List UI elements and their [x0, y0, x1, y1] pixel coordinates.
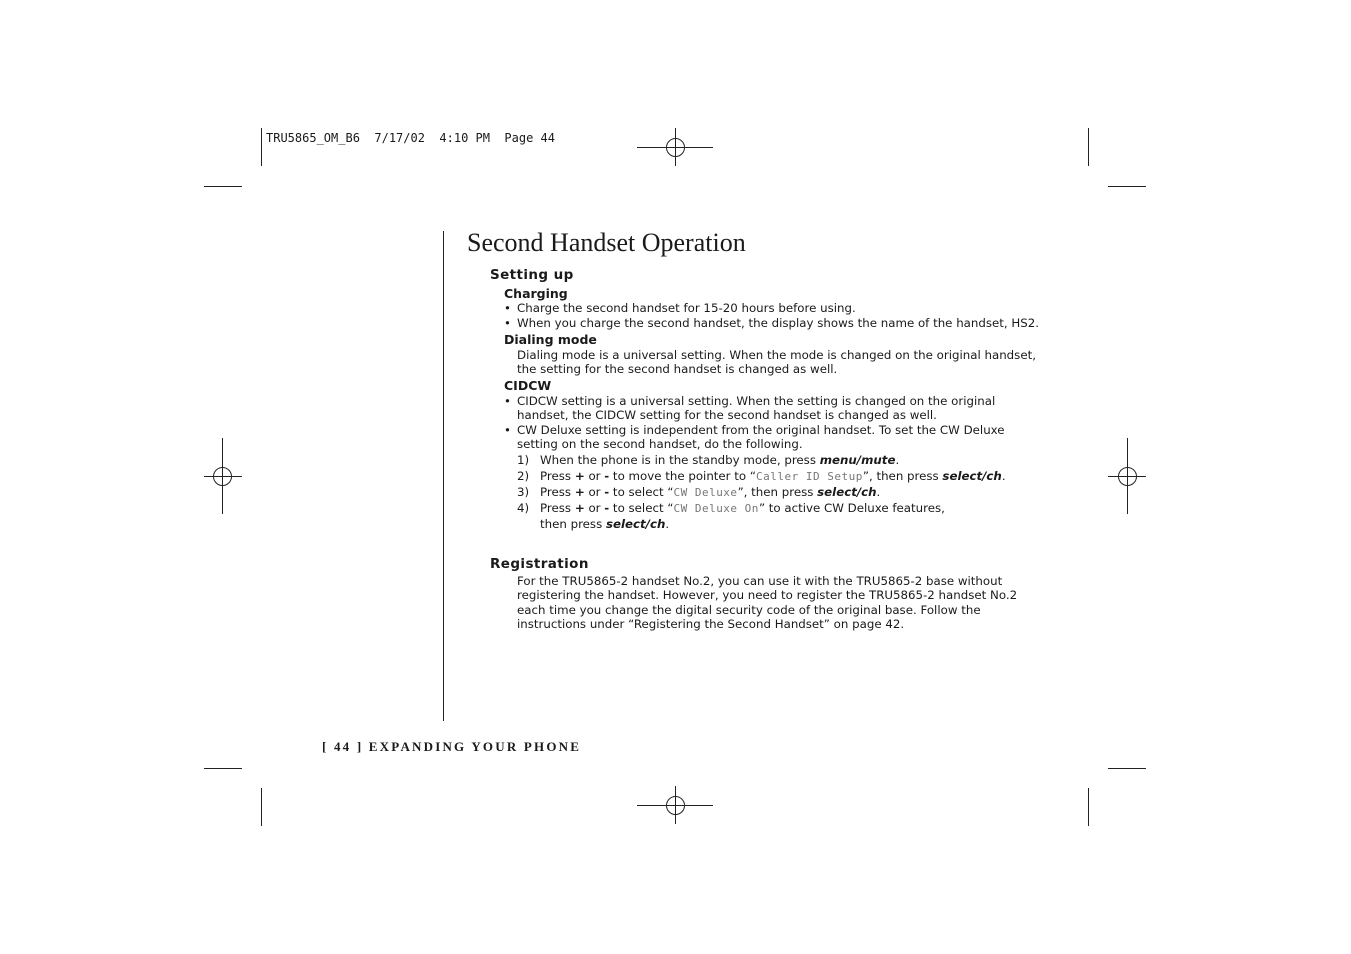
- step-2: Press + or - to move the pointer to “Caller ID Setup”, then press select/ch.: [540, 469, 1006, 483]
- cidcw-bullet-2-line-2: setting on the second handset, do the following.: [517, 437, 803, 451]
- bullet-glyph: •: [504, 316, 511, 330]
- crop-mark-tr-h: [1108, 186, 1146, 187]
- registration-line-3: each time you change the digital security code of the original base. Follow the: [517, 603, 981, 617]
- page-footer: [ 44 ] EXPANDING YOUR PHONE: [322, 739, 582, 754]
- key-plus: +: [574, 485, 585, 499]
- key-minus: -: [604, 501, 610, 515]
- dialing-mode-line-2: the setting for the second handset is changed as well.: [517, 362, 838, 376]
- charging-bullet-1: Charge the second handset for 15-20 hours before using.: [517, 301, 856, 315]
- key-minus: -: [604, 469, 610, 483]
- bullet-glyph: •: [504, 394, 511, 408]
- lcd-text: Caller ID Setup: [756, 470, 863, 483]
- crop-mark-br-v: [1088, 788, 1089, 826]
- crop-mark-tl-h: [204, 186, 242, 187]
- crop-mark-bl-v: [261, 788, 262, 826]
- step-number: 2): [517, 469, 530, 483]
- lcd-text: CW Deluxe On: [673, 502, 759, 515]
- cidcw-bullet-1-line-2: handset, the CIDCW setting for the second handset is changed as well.: [517, 408, 937, 422]
- step-3: Press + or - to select “CW Deluxe”, then press select/ch.: [540, 485, 881, 499]
- dialing-mode-line-1: Dialing mode is a universal setting. When the mode is changed on the original handset,: [517, 348, 1036, 362]
- registration-line-2: registering the handset. However, you need to register the TRU5865-2 handset No.2: [517, 588, 1018, 602]
- section-heading-setting-up: Setting up: [490, 267, 574, 283]
- subheading-dialing-mode: Dialing mode: [504, 332, 597, 347]
- print-slug: TRU5865_OM_B6 7/17/02 4:10 PM Page 44: [266, 131, 555, 145]
- bullet-glyph: •: [504, 423, 511, 437]
- subheading-cidcw: CIDCW: [504, 378, 552, 393]
- subheading-charging: Charging: [504, 286, 568, 301]
- registration-line-4: instructions under “Registering the Second Handset” on page 42.: [517, 617, 905, 631]
- crop-mark-tl-v: [261, 128, 262, 166]
- key-minus: -: [604, 485, 610, 499]
- crop-mark-br-h: [1108, 768, 1146, 769]
- cidcw-bullet-1-line-1: CIDCW setting is a universal setting. When the setting is changed on the original: [517, 394, 996, 408]
- step-number: 1): [517, 453, 530, 467]
- step-4: Press + or - to select “CW Deluxe On” to active CW Deluxe features,: [540, 501, 945, 515]
- key-menu-mute: menu/mute: [819, 453, 896, 467]
- step-4-line-2: then press select/ch.: [540, 517, 670, 531]
- page-title: Second Handset Operation: [467, 228, 746, 257]
- step-1: When the phone is in the standby mode, press menu/mute.: [540, 453, 900, 467]
- column-divider: [443, 231, 444, 721]
- key-select-ch: select/ch: [605, 517, 666, 531]
- charging-bullet-2: When you charge the second handset, the display shows the name of the handset, HS2.: [517, 316, 1040, 330]
- key-select-ch: select/ch: [942, 469, 1002, 483]
- crop-mark-bl-h: [204, 768, 242, 769]
- key-plus: +: [574, 469, 585, 483]
- step-number: 3): [517, 485, 530, 499]
- section-heading-registration: Registration: [490, 556, 589, 572]
- key-plus: +: [574, 501, 585, 515]
- cidcw-bullet-2-line-1: CW Deluxe setting is independent from the original handset. To set the CW Deluxe: [517, 423, 1005, 437]
- registration-line-1: For the TRU5865-2 handset No.2, you can use it with the TRU5865-2 base without: [517, 574, 1003, 588]
- bullet-glyph: •: [504, 301, 511, 315]
- crop-mark-tr-v: [1088, 128, 1089, 166]
- lcd-text: CW Deluxe: [673, 486, 738, 499]
- key-select-ch: select/ch: [817, 485, 877, 499]
- step-number: 4): [517, 501, 530, 515]
